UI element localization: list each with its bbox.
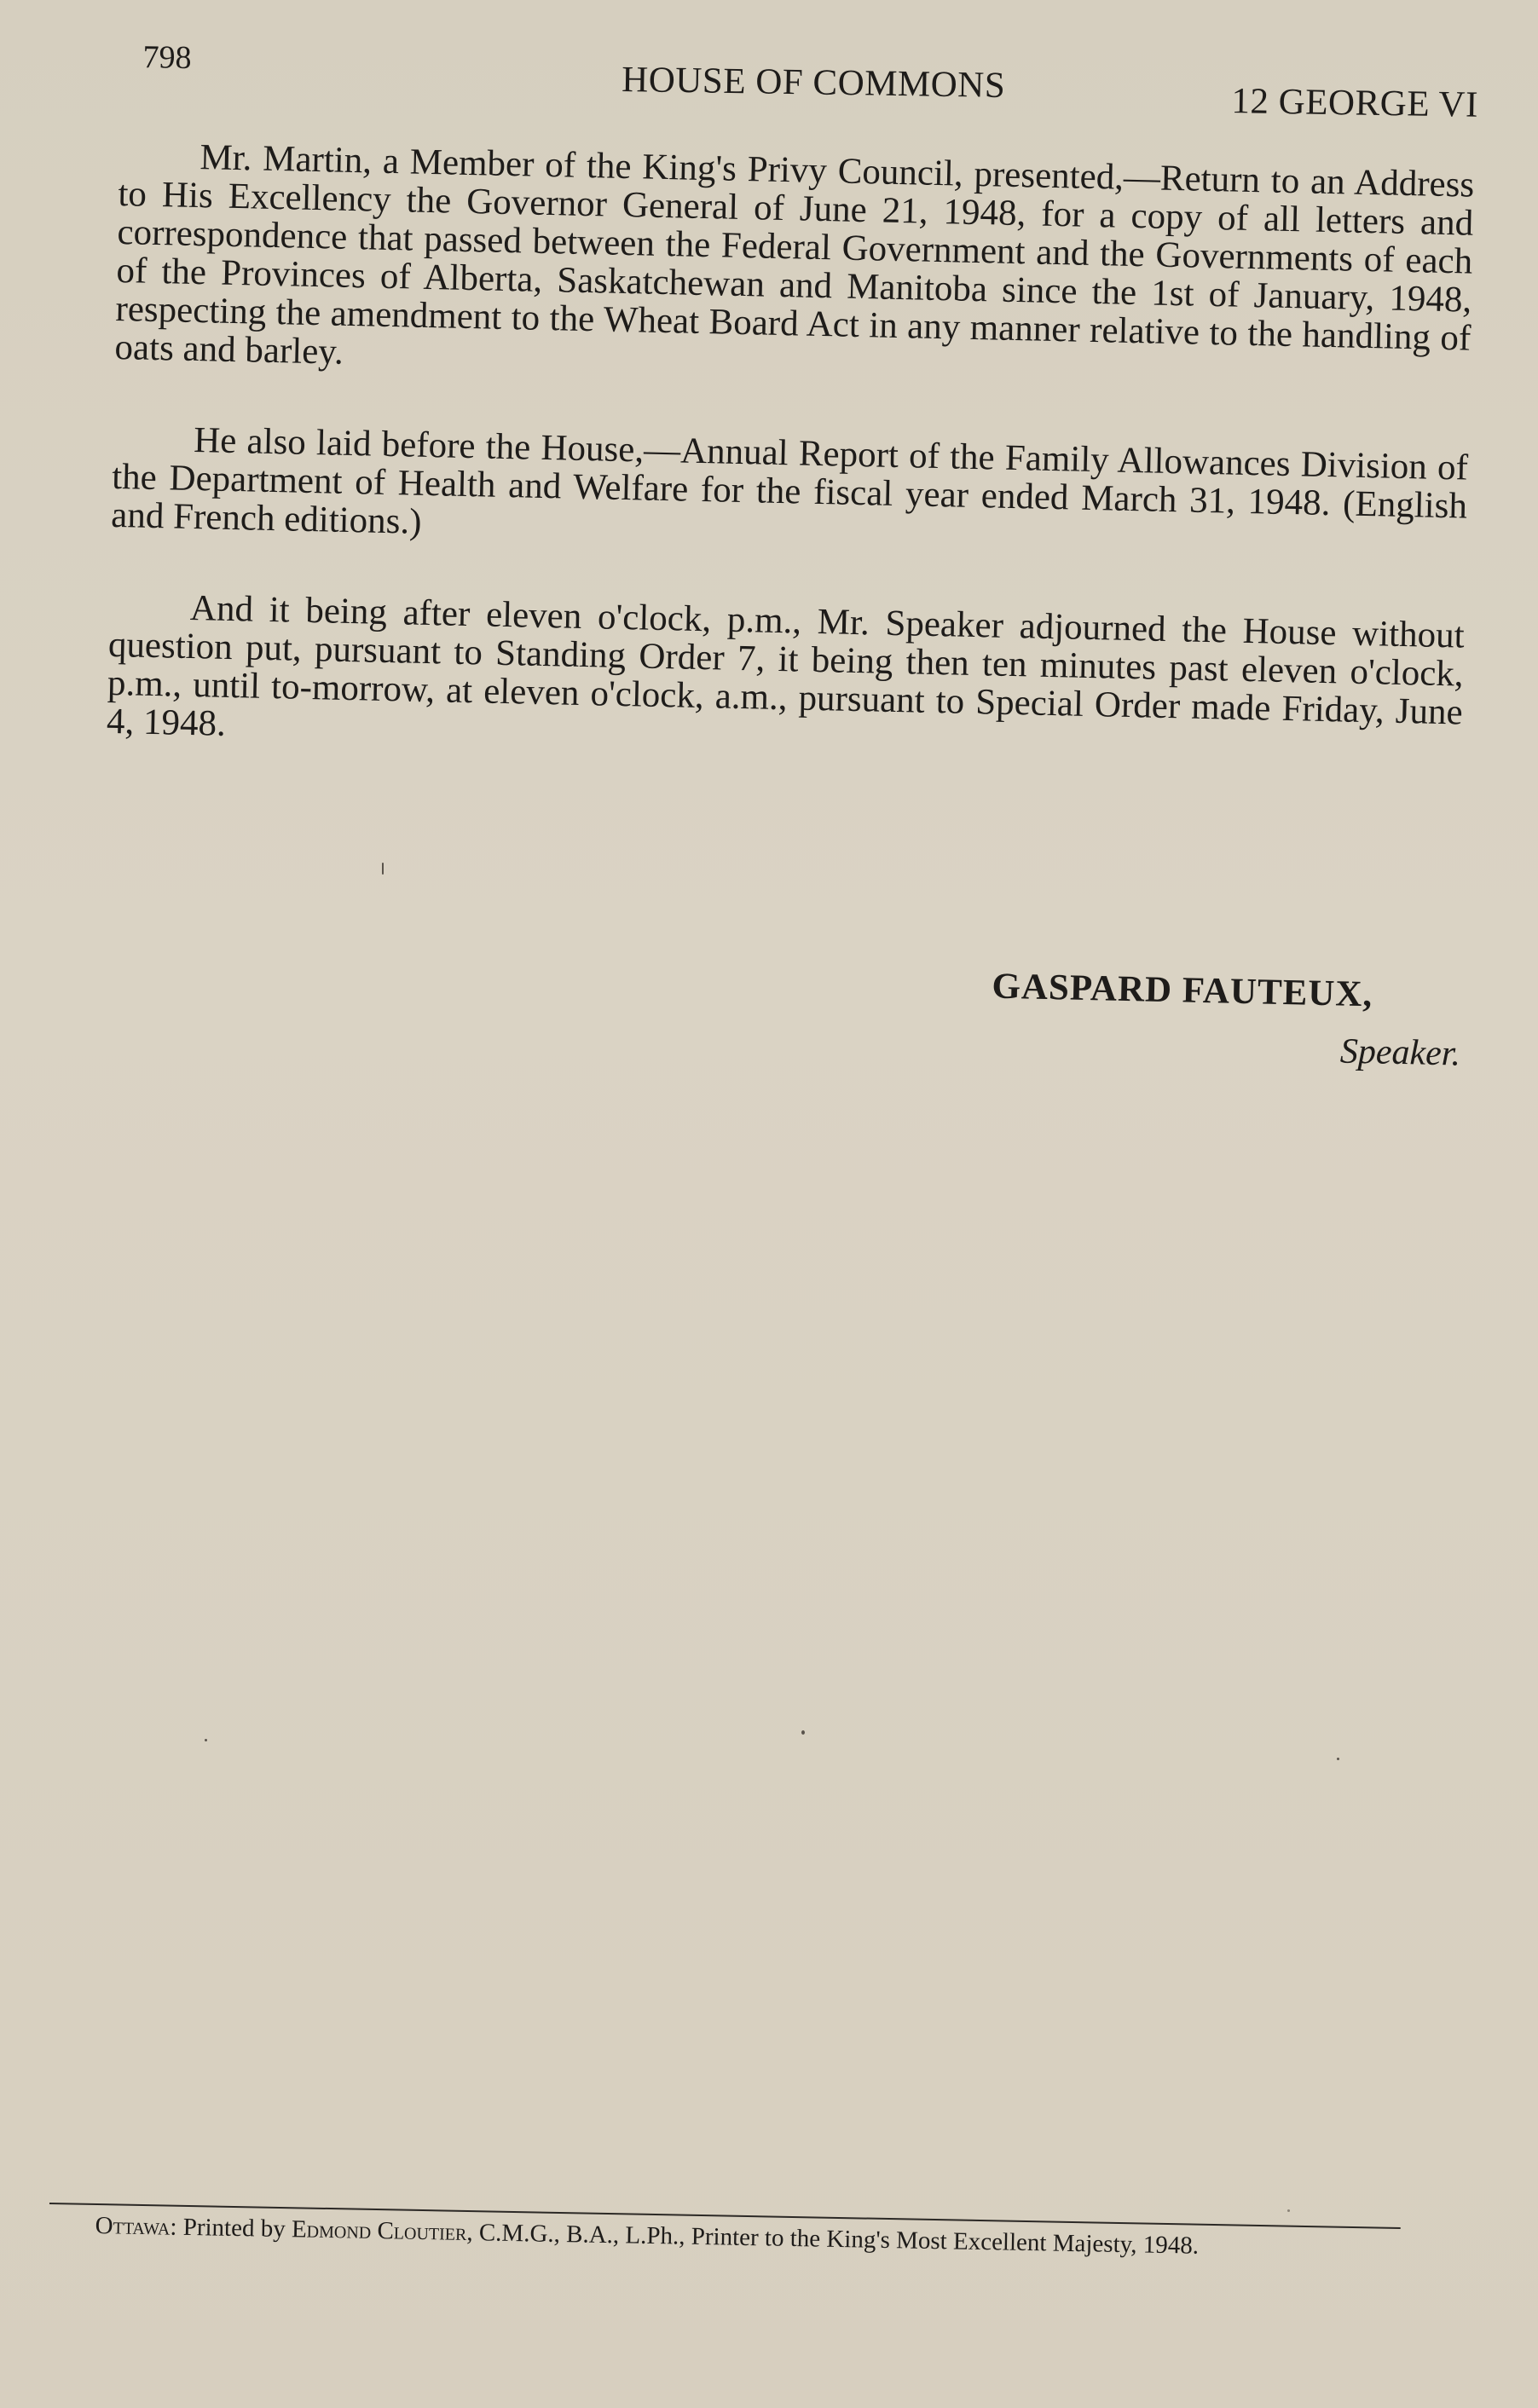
journal-body — [106, 136, 1475, 1074]
imprint-printed-by: Printed by — [182, 2213, 292, 2243]
page-number: 798 — [142, 39, 192, 77]
running-title: HOUSE OF COMMONS — [621, 59, 1006, 107]
paper-speck — [205, 1739, 207, 1741]
signature-block — [990, 966, 1503, 1079]
printer-imprint — [95, 2212, 1425, 2265]
imprint-printer-details: , C.M.G., B.A., L.Ph., Printer to the King's Most Excellent Majesty, 1948. — [466, 2218, 1200, 2260]
paper-speck — [382, 863, 384, 875]
speaker-name: GASPARD FAUTEUX, — [991, 966, 1373, 1015]
speaker-title: Speaker. — [1339, 1031, 1461, 1074]
running-header — [135, 34, 1478, 141]
paragraph-return-to-address: Mr. Martin, a Member of the King's Privy Council, presented,—Return to an Address to His Excellency the Governor General of June 21, 1948, for a copy of all letters and correspondence that passed between the Federal Government and the Governments of each of the Provinces of Alberta, Saskatchewan and Manitoba since the 1st of January, 1948, respecting the amendment to the Wheat Board Act in any manner relative to the handling of oats and barley. — [114, 137, 1475, 372]
imprint-separator: : — [170, 2213, 184, 2241]
paper-speck — [1337, 1758, 1339, 1760]
paper-speck — [1287, 2209, 1290, 2212]
regnal-year: 12 GEORGE VI — [1231, 81, 1479, 125]
paragraph-adjournment: And it being after eleven o'clock, p.m., Mr. Speaker adjourned the House without question put, pursuant to Standing Order 7, it being then ten minutes past eleven o'clock, p.m., until to-morrow, at eleven o'clock, a.m., pursuant to Special Order made Friday, June 4, 1948. — [106, 587, 1466, 744]
imprint-printer-name: Edmond Cloutier — [291, 2215, 467, 2246]
paragraph-annual-report: He also laid before the House,—Annual Report of the Family Allowances Division of the Department of Health and Welfare for the fiscal year ended March 31, 1948. (English and French editions.) — [110, 419, 1469, 542]
imprint-place: Ottawa — [95, 2212, 171, 2241]
paper-speck — [801, 1730, 805, 1735]
